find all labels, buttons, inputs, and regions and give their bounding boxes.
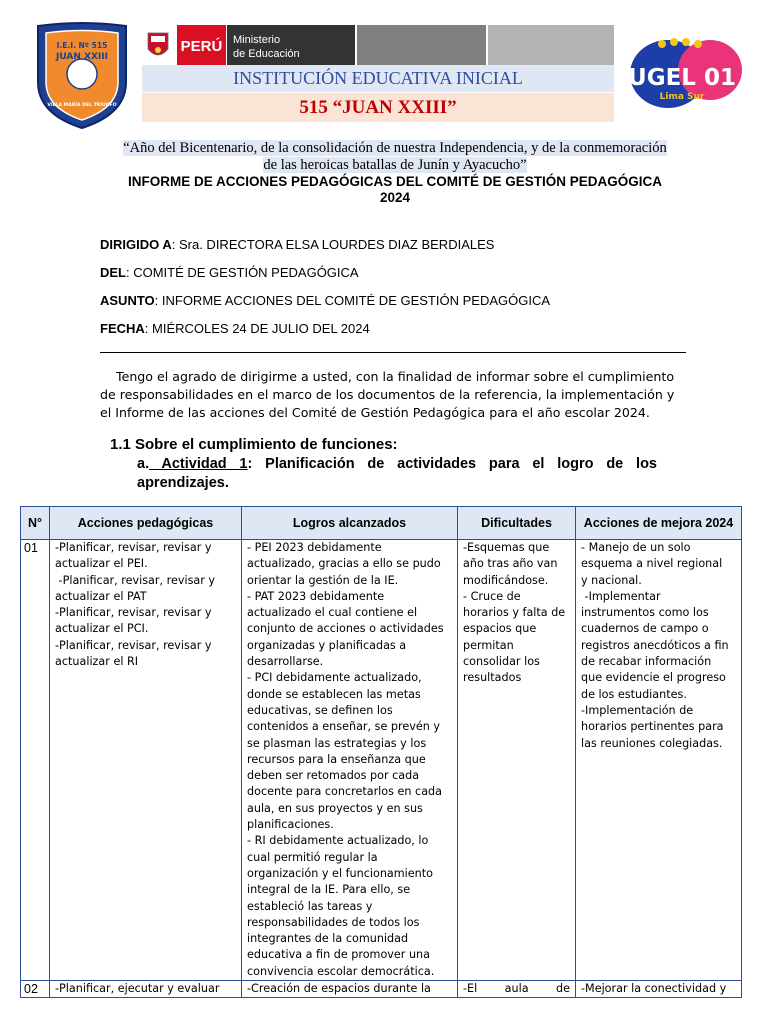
cell-line: actualizado, gracias a ello se pudo: [247, 557, 441, 571]
field-sender: [100, 265, 359, 280]
activity-heading: [137, 455, 657, 493]
cell-improvements: [576, 540, 742, 981]
cell-line: -Mejorar la conectividad y: [581, 982, 727, 996]
school-logo-line3: VILLA MARÍA DEL TRIUNFO: [47, 103, 117, 108]
year-motto-line2: de las heroicas batallas de Junín y Ayacucho”: [263, 157, 527, 173]
cell-line: estableció las tareas y: [247, 899, 373, 913]
cell-line: cual permitió regular la: [247, 850, 378, 864]
cell-difficulties: [458, 540, 576, 981]
column-header-actions: Acciones pedagógicas: [50, 507, 242, 540]
cell-line: contenidos a enseñar, se prevén y: [247, 720, 441, 734]
cell-line: - PCI debidamente actualizado,: [247, 671, 422, 685]
cell-line: permitan: [463, 638, 514, 652]
field-value: : Sra. DIRECTORA ELSA LOURDES DIAZ BERDIALES: [171, 237, 495, 252]
cell-line: modificándose.: [463, 573, 549, 587]
column-header-improvements: Acciones de mejora 2024: [576, 507, 742, 540]
cell-line: -Planificar, revisar, revisar y: [55, 541, 212, 554]
gov-country-text: PERÚ: [180, 38, 223, 55]
school-logo-line2: JUAN XXIII: [56, 52, 108, 62]
field-label: ASUNTO: [100, 293, 155, 308]
cell-line: -Esquemas que: [463, 541, 550, 554]
cell-line: desarrollarse.: [247, 655, 324, 669]
field-label: FECHA: [100, 321, 145, 336]
cell-achievements: [242, 981, 458, 998]
table-header-row: [21, 507, 742, 540]
cell-line: horarios y falta de: [463, 606, 566, 620]
cell-line: planificaciones.: [247, 818, 334, 832]
cell-line: -Planificar, revisar, revisar y: [55, 606, 212, 620]
section-heading: 1.1 Sobre el cumplimiento de funciones:: [110, 436, 398, 453]
activity-prefix: a.: [137, 456, 150, 472]
cell-line: - Manejo de un solo: [581, 541, 691, 554]
cell-improvements: [576, 981, 742, 998]
field-value: : COMITÉ DE GESTIÓN PEDAGÓGICA: [126, 265, 359, 280]
cell-line: organización y el funcionamiento: [247, 866, 433, 880]
cell-line: espacios que: [463, 622, 537, 636]
peru-shield-icon: [148, 33, 168, 55]
cell-line: las reuniones colegiadas.: [581, 736, 723, 750]
cell-line: -Creación de espacios durante la: [247, 982, 431, 996]
cell-line: aula, en sus proyectos y en sus: [247, 801, 423, 815]
ugel-logo-subtitle: Lima Sur: [659, 92, 705, 102]
cell-difficulties: [458, 981, 576, 998]
school-logo: [34, 22, 130, 130]
activity-text: : Planificación de actividades para el logro de los aprendizajes.: [137, 456, 657, 491]
column-header-number: N°: [21, 507, 50, 540]
cell-achievements: [242, 540, 458, 981]
cell-line: se plasman las estrategias y los: [247, 736, 427, 750]
cell-line: -Planificar, revisar, revisar y: [55, 638, 212, 652]
cell-line: integrantes de la comunidad: [247, 932, 409, 946]
table-row: [21, 540, 742, 981]
cell-line: actualizar el PAT: [55, 589, 147, 603]
cell-line: -Implementación de: [581, 703, 694, 717]
school-logo-line1: I.E.I. Nº 515: [56, 41, 108, 50]
ugel-logo-title: UGEL 01: [628, 65, 736, 91]
divider-line: [100, 352, 686, 353]
gov-ministry-line2: de Educación: [233, 48, 300, 60]
cell-line: responsabilidades de todos los: [247, 915, 420, 929]
actions-table: [20, 506, 742, 998]
government-banner: [142, 25, 614, 65]
cell-line: cuadernos de campo o: [581, 622, 709, 636]
cell-line: - PAT 2023 debidamente: [247, 589, 385, 603]
cell-line: deben ser retomados por cada: [247, 769, 420, 783]
institution-name: 515 “JUAN XXIII”: [142, 93, 614, 122]
cell-line: orientar la gestión de la IE.: [247, 573, 399, 587]
year-motto-line1: “Año del Bicentenario, de la consolidación de nuestra Independencia, y de la conmemoración: [123, 140, 667, 156]
field-label: DIRIGIDO A: [100, 237, 172, 252]
report-title-line2: 2024: [379, 190, 411, 205]
cell-line: -El aula de: [463, 982, 570, 996]
cell-line: resultados: [463, 671, 522, 685]
cell-line: educativas, se definen los: [247, 703, 393, 717]
field-addressee: [100, 237, 494, 252]
cell-line: actualizado el cual contiene el: [247, 606, 418, 620]
cell-line: conjunto de acciones o actividades: [247, 622, 444, 636]
cell-line: - RI debidamente actualizado, lo: [247, 834, 429, 848]
cell-line: actualizar el PEI.: [55, 557, 148, 571]
cell-line: educativa a fin de promover una: [247, 948, 430, 962]
cell-line: - PEI 2023 debidamente: [247, 541, 382, 554]
cell-line: - Cruce de: [463, 589, 521, 603]
institution-type: INSTITUCIÓN EDUCATIVA INICIAL: [142, 65, 614, 92]
field-subject: [100, 293, 550, 308]
cell-line: actualizar el PCI.: [55, 622, 149, 636]
table-row: [21, 981, 742, 998]
report-title-line1: INFORME DE ACCIONES PEDAGÓGICAS DEL COMITÉ DE GESTIÓN PEDAGÓGICA: [127, 174, 663, 189]
column-header-achievements: Logros alcanzados: [242, 507, 458, 540]
cell-line: año tras año van: [463, 557, 558, 571]
field-value: : INFORME ACCIONES DEL COMITÉ DE GESTIÓN PEDAGÓGICA: [154, 293, 551, 308]
cell-line: -Planificar, revisar, revisar y: [55, 573, 216, 587]
cell-line: docente para concretarlos en cada: [247, 785, 443, 799]
cell-actions: [50, 981, 242, 998]
field-date: [100, 321, 370, 336]
cell-number: 02: [21, 981, 50, 998]
cell-line: de los estudiantes.: [581, 687, 687, 701]
cell-line: actualizar el RI: [55, 655, 139, 669]
field-value: : MIÉRCOLES 24 DE JULIO DEL 2024: [144, 321, 370, 336]
ugel-logo: [628, 30, 744, 110]
cell-line: donde se establecen las metas: [247, 687, 421, 701]
cell-number: 01: [21, 540, 50, 981]
cell-line: organizadas y planificadas a: [247, 638, 407, 652]
cell-line: y nacional.: [581, 573, 642, 587]
cell-line: esquema a nivel regional: [581, 557, 723, 571]
cell-actions: [50, 540, 242, 981]
cell-line: integral de la IE. Para ello, se: [247, 883, 411, 897]
cell-line: instrumentos como los: [581, 606, 709, 620]
cell-line: recursos para la enseñanza que: [247, 752, 426, 766]
cell-line: registros anecdóticos a fin: [581, 638, 729, 652]
report-title: [100, 174, 690, 206]
cell-line: consolidar los: [463, 655, 540, 669]
cell-line: -Implementar: [581, 589, 661, 603]
cell-line: convivencia escolar democrática.: [247, 964, 435, 978]
activity-label: Actividad 1: [149, 456, 248, 472]
cell-line: -Planificar, ejecutar y evaluar: [55, 982, 220, 996]
cell-line: horarios pertinentes para: [581, 720, 724, 734]
year-motto: [100, 140, 690, 174]
gov-ministry-line1: Ministerio: [233, 34, 281, 46]
intro-paragraph: Tengo el agrado de dirigirme a usted, con la finalidad de informar sobre el cumplimiento de responsabilidades en el marco de los documentos de la referencia, la implementación y el Informe de las acciones del Comité de Gestión Pedagógica para el año escolar 2024.: [100, 369, 679, 420]
cell-line: que evidencie el progreso: [581, 671, 726, 685]
field-label: DEL: [100, 265, 126, 280]
cell-line: de recabar información: [581, 655, 712, 669]
column-header-difficulties: Dificultades: [458, 507, 576, 540]
